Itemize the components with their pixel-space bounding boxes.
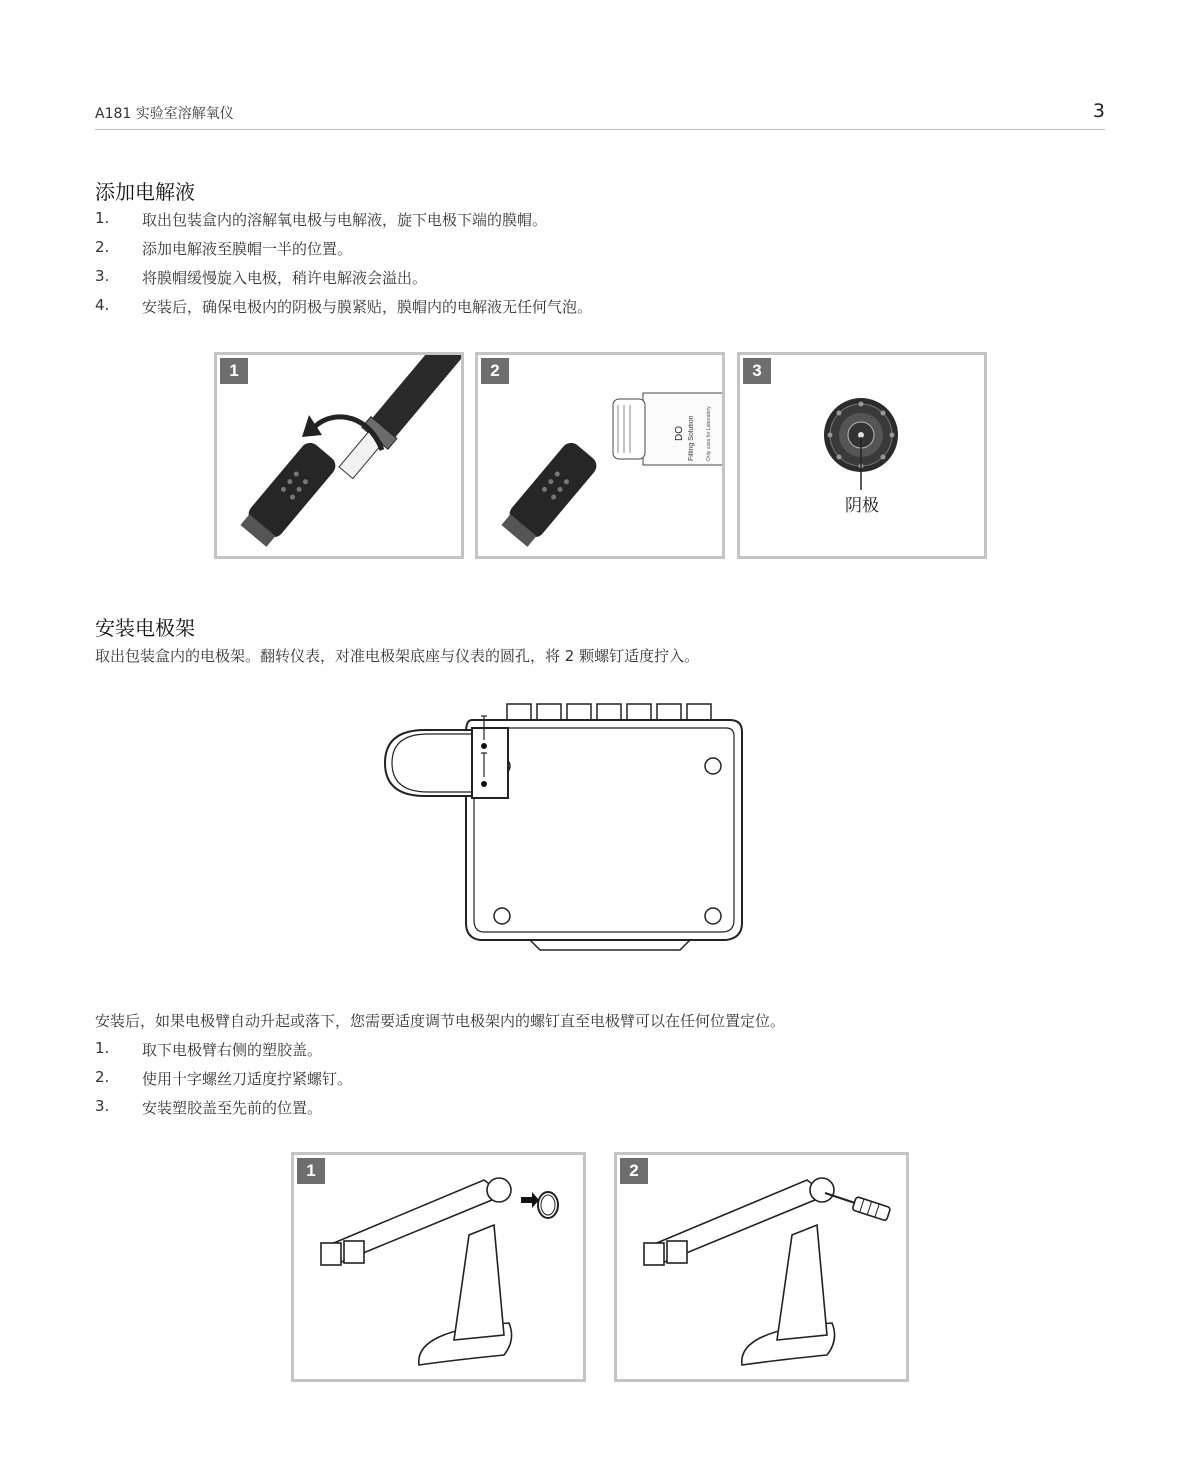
- section-heading-add-electrolyte: 添加电解液: [95, 180, 195, 204]
- adjust-arm-steps: [95, 1039, 995, 1126]
- section-heading-install-holder: 安装电极架: [95, 616, 195, 640]
- figure-panel-fill-electrolyte: [475, 352, 725, 559]
- step-badge: 2: [481, 358, 509, 384]
- step-text: 将膜帽缓慢旋入电极，稍许电解液会溢出。: [142, 269, 428, 287]
- step-text: 取出包装盒内的溶解氧电极与电解液，旋下电极下端的膜帽。: [142, 211, 548, 229]
- meter-holder-assembly-drawing: [380, 698, 752, 954]
- step-badge: 3: [743, 358, 771, 384]
- list-item: [95, 238, 995, 267]
- step-text: 取下电极臂右侧的塑胶盖。: [142, 1041, 323, 1059]
- bottle-label-lab-use: Only uses for Laboratory: [706, 406, 712, 461]
- add-electrolyte-steps: [95, 209, 995, 325]
- figure-panel-cathode: [737, 352, 987, 559]
- step-number: 3.: [95, 267, 110, 285]
- list-item: [95, 1068, 995, 1097]
- list-item: [95, 1039, 995, 1068]
- step-text: 添加电解液至膜帽一半的位置。: [142, 240, 353, 258]
- list-item: [95, 267, 995, 296]
- figure-panel-remove-cap: [214, 352, 464, 559]
- list-item: [95, 296, 995, 325]
- step-text: 安装塑胶盖至先前的位置。: [142, 1099, 323, 1117]
- cathode-callout-label: 阴极: [845, 496, 879, 516]
- step-number: 1.: [95, 209, 110, 227]
- step-badge: 1: [220, 358, 248, 384]
- step-number: 4.: [95, 296, 110, 314]
- electrode-arm-screwdriver-illustration: [617, 1155, 906, 1379]
- step-number: 2.: [95, 1068, 110, 1086]
- figure-panel-remove-cover: [291, 1152, 586, 1382]
- adjustment-instruction: 安装后，如果电极臂自动升起或落下，您需要适度调节电极架内的螺钉直至电极臂可以在任何位置定位。: [95, 1012, 786, 1030]
- step-text: 安装后，确保电极内的阴极与膜紧贴，膜帽内的电解液无任何气泡。: [142, 298, 593, 316]
- cathode-top-view-illustration: [740, 355, 984, 556]
- meter-bottom-illustration: [380, 698, 752, 954]
- figure-panel-tighten-screw: [614, 1152, 909, 1382]
- step-number: 1.: [95, 1039, 110, 1057]
- step-badge: 1: [297, 1158, 325, 1184]
- step-text: 使用十字螺丝刀适度拧紧螺钉。: [142, 1070, 353, 1088]
- list-item: [95, 1097, 995, 1126]
- bottle-label-do: DO: [674, 426, 685, 442]
- electrode-arm-cover-illustration: [294, 1155, 583, 1379]
- bottle-label-filling-solution: Filling Solution: [688, 415, 695, 461]
- step-number: 3.: [95, 1097, 110, 1115]
- header-divider: [95, 129, 1105, 130]
- install-holder-intro: 取出包装盒内的电极架。翻转仪表，对准电极架底座与仪表的圆孔，将 2 颗螺钉适度拧入。: [95, 647, 700, 665]
- document-title: A181 实验室溶解氧仪: [95, 106, 234, 122]
- list-item: [95, 209, 995, 238]
- electrode-cap-illustration: [217, 355, 461, 556]
- page-number: 3: [1092, 100, 1105, 122]
- step-number: 2.: [95, 238, 110, 256]
- step-badge: 2: [620, 1158, 648, 1184]
